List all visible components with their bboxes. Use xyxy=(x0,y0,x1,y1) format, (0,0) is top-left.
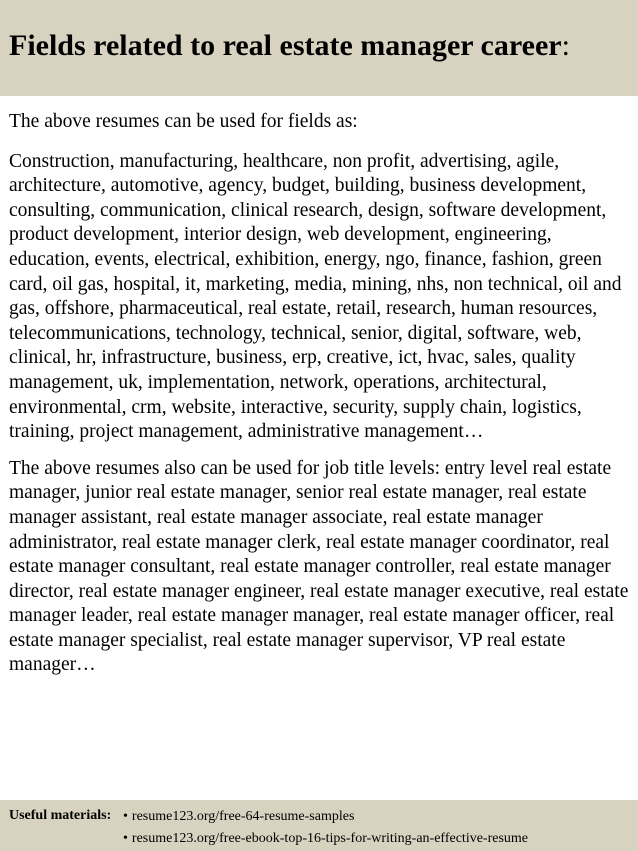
resource-link-ebook-tips-text: resume123.org/free-ebook-top-16-tips-for-writing-an-effective-resume xyxy=(131,831,529,846)
bullet-icon: • xyxy=(123,831,128,846)
bullet-icon: • xyxy=(123,809,128,824)
useful-materials-label-colon: : xyxy=(106,808,112,823)
job-levels-paragraph: The above resumes also can be used for job title levels: entry level real estate manager, junior real estate manager, senior real estate manager, real estate manager assistant, real estate manager associate, real estate manager administrator, real estate manager clerk, real estate manager coordinator, real estate manager consultant, real estate manager controller, real estate manager director, real estate manager engineer, real estate manager executive, real estate manager leader, real estate manager manager, real estate manager officer, real estate manager specialist, real estate manager supervisor, VP real estate manager… xyxy=(9,457,629,676)
header-bar xyxy=(0,0,638,96)
page-title-text: Fields related to real estate manager career xyxy=(9,29,562,62)
footer-bar xyxy=(0,800,638,851)
main-content xyxy=(9,110,635,678)
intro-text: The above resumes can be used for fields as: xyxy=(9,111,358,132)
fields-list-paragraph: Construction, manufacturing, healthcare, non profit, advertising, agile, architecture, automotive, agency, budget, building, business development, consulting, communication, clinical research, design, software development, product development, interior design, web development, engineering, education, events, electrical, exhibition, energy, ngo, finance, fashion, green card, oil gas, hospital, it, marketing, media, mining, nhs, non technical, oil and gas, offshore, pharmaceutical, real estate, retail, research, human resources, telecommunications, technology, technical, senior, digital, software, web, clinical, hr, infrastructure, business, erp, creative, ict, hvac, sales, quality management, uk, implementation, network, operations, architectural, environmental, crm, website, interactive, security, supply chain, logistics, training, project management, administrative management… xyxy=(9,150,622,443)
resource-link-ebook-tips[interactable] xyxy=(123,828,528,850)
useful-materials-label-text: Useful materials xyxy=(9,808,107,823)
page-title xyxy=(9,26,570,66)
resource-link-resume-samples-text: resume123.org/free-64-resume-samples xyxy=(131,809,355,824)
useful-materials-links xyxy=(123,806,528,850)
page-title-colon: : xyxy=(561,29,570,62)
resource-link-resume-samples[interactable] xyxy=(123,806,528,828)
useful-materials-label xyxy=(9,806,111,826)
